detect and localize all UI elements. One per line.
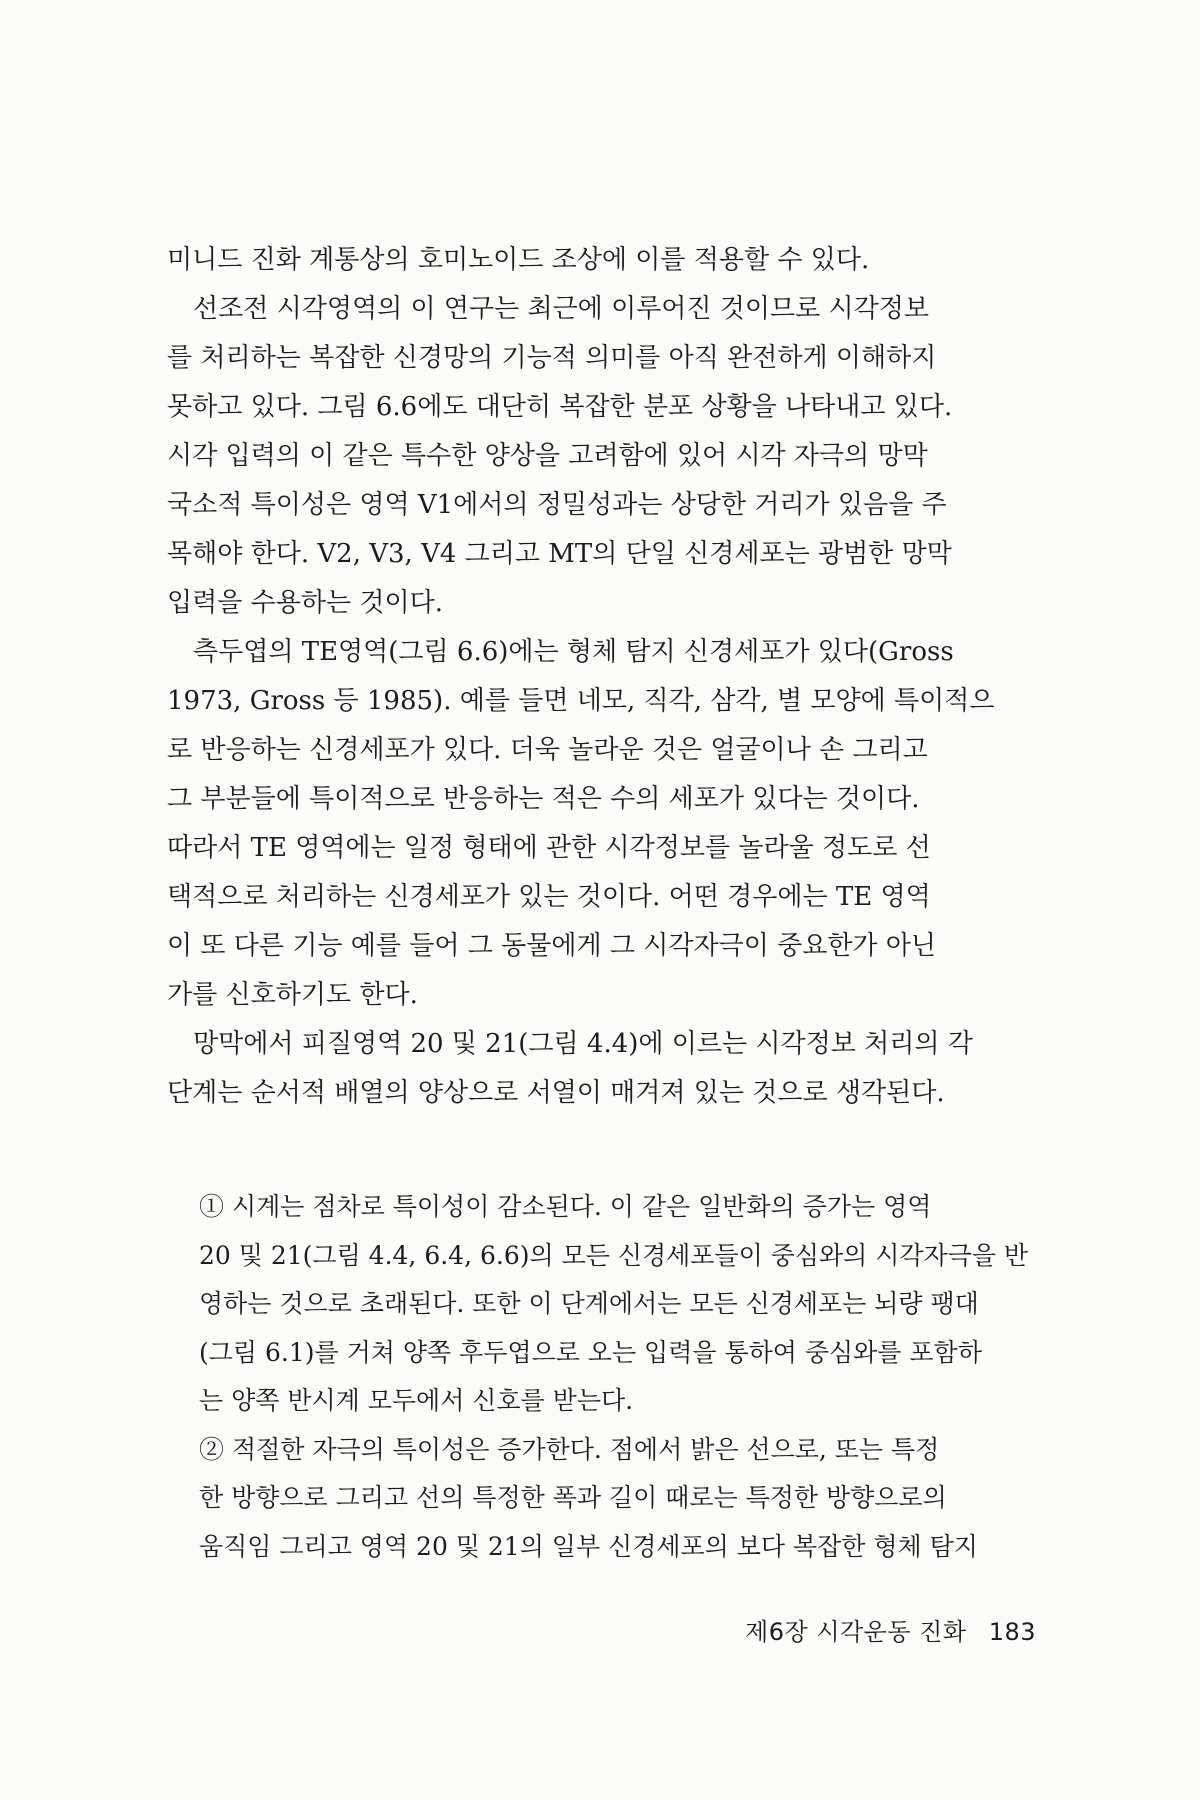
list-item-line: ① 시계는 점차로 특이성이 감소된다. 이 같은 일반화의 증가는 영역 bbox=[199, 1192, 932, 1221]
text-line: 국소적 특이성은 영역 V1에서의 정밀성과는 상당한 거리가 있음을 주 bbox=[167, 490, 947, 520]
numbered-list bbox=[199, 1183, 1064, 1571]
text-line: 시각 입력의 이 같은 특수한 양상을 고려함에 있어 시각 자극의 망막 bbox=[167, 441, 928, 471]
text-line: 로 반응하는 신경세포가 있다. 더욱 놀라운 것은 얼굴이나 손 그리고 bbox=[167, 735, 928, 765]
list-item-line: ② 적절한 자극의 특이성은 증가한다. 점에서 밝은 선으로, 또는 특정 bbox=[199, 1434, 940, 1464]
text-line: 그 부분들에 특이적으로 반응하는 적은 수의 세포가 있다는 것이다. bbox=[167, 784, 920, 814]
text-line: 1973, Gross 등 1985). 예를 들면 네모, 직각, 삼각, 별 모양에 특이적으 bbox=[167, 686, 995, 716]
list-item-line: 20 및 21(그림 4.4, 6.4, 6.6)의 모든 신경세포들이 중심와의 시각자극을 반 bbox=[199, 1240, 1029, 1270]
page-footer bbox=[745, 1612, 1036, 1647]
list-item-line: (그림 6.1)를 거쳐 양쪽 후두엽으로 오는 입력을 통하여 중심와를 포함하 bbox=[199, 1337, 982, 1367]
list-item-line: 움직임 그리고 영역 20 및 21의 일부 신경세포의 보다 복잡한 형체 탐지 bbox=[199, 1531, 978, 1561]
text-line: 목해야 한다. V2, V3, V4 그리고 MT의 단일 신경세포는 광범한 망막 bbox=[167, 539, 952, 569]
text-line: 택적으로 처리하는 신경세포가 있는 것이다. 어떤 경우에는 TE 영역 bbox=[167, 882, 931, 912]
chapter-title: 제6장 시각운동 진화 bbox=[745, 1618, 967, 1646]
list-item-line: 는 양쪽 반시계 모두에서 신호를 받는다. bbox=[199, 1386, 634, 1415]
text-line: 망막에서 피질영역 20 및 21(그림 4.4)에 이르는 시각정보 처리의 각 bbox=[167, 1029, 973, 1059]
page-number: 183 bbox=[988, 1618, 1036, 1646]
text-line: 따라서 TE 영역에는 일정 형태에 관한 시각정보를 놀라울 정도로 선 bbox=[167, 833, 931, 863]
text-line: 를 처리하는 복잡한 신경망의 기능적 의미를 아직 완전하게 이해하지 bbox=[167, 343, 937, 373]
text-line: 선조전 시각영역의 이 연구는 최근에 이루어진 것이므로 시각정보 bbox=[167, 294, 929, 324]
text-line: 이 또 다른 기능 예를 들어 그 동물에게 그 시각자극이 중요한가 아닌 bbox=[167, 931, 937, 961]
text-line: 못하고 있다. 그림 6.6에도 대단히 복잡한 분포 상황을 나타내고 있다. bbox=[167, 392, 953, 422]
text-line: 미니드 진화 계통상의 호미노이드 조상에 이를 적용할 수 있다. bbox=[167, 245, 870, 275]
body-text bbox=[167, 236, 1063, 1118]
text-line: 단계는 순서적 배열의 양상으로 서열이 매겨져 있는 것으로 생각된다. bbox=[167, 1078, 945, 1108]
text-line: 입력을 수용하는 것이다. bbox=[167, 588, 443, 618]
list-item-line: 영하는 것으로 초래된다. 또한 이 단계에서는 모든 신경세포는 뇌량 팽대 bbox=[199, 1289, 979, 1318]
list-item-line: 한 방향으로 그리고 선의 특정한 폭과 길이 때로는 특정한 방향으로의 bbox=[199, 1483, 947, 1512]
text-line: 측두엽의 TE영역(그림 6.6)에는 형체 탐지 신경세포가 있다(Gross bbox=[167, 637, 954, 667]
text-line: 가를 신호하기도 한다. bbox=[167, 980, 418, 1010]
